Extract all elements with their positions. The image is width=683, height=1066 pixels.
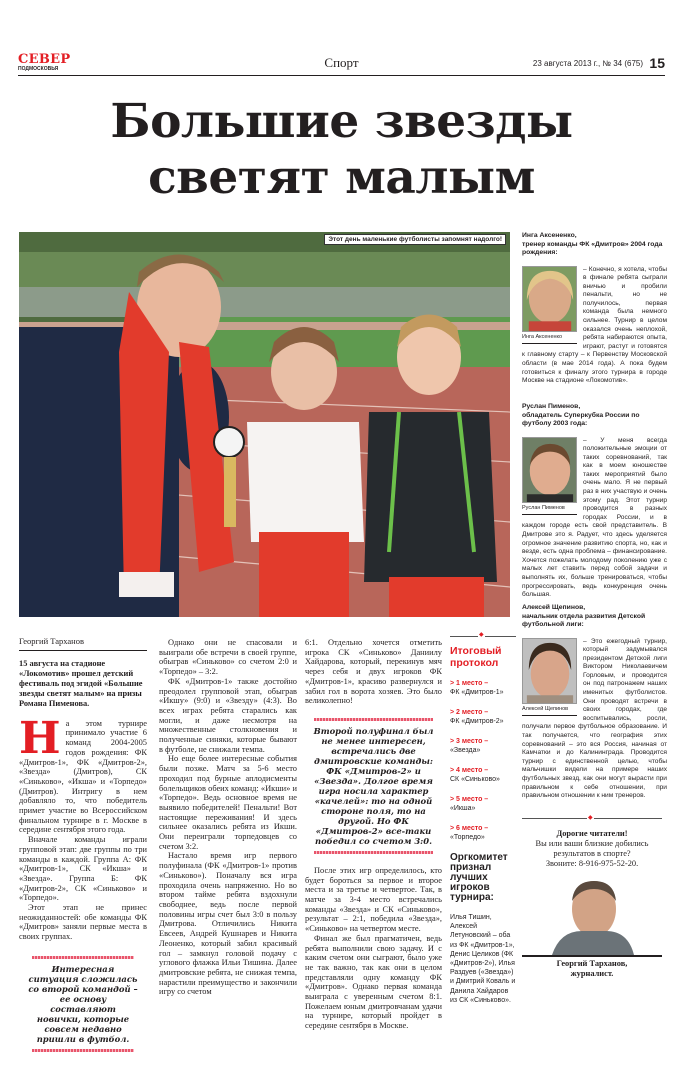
paragraph: Этот этап не принес неожиданностей: обе команды ФК «Дмитров» заняли первые места в своих группах. <box>19 903 147 942</box>
photo-caption: Алексей Щепинов <box>522 706 577 716</box>
speaker-photo <box>522 266 577 332</box>
paragraph: Настало время игр первого полуфинала (ФК «Дмитров-1» против «Синьково»). Поначалу вся игра проходила очень напряженно. Но во втором тайме ребята вздохнули свободнее, ведь после первой половины игры счет был 3:0 в пользу Дмитрова. Отличились Никита Евсеев, Андрей Кушнарев и Никита Леоненко, который забил красивый гол – замкнул головой подачу с углового флажка Ильи Тишина. Далее дмитровские ребята, не снижая темпа, нарастили преимущество и закончили игру со счетом <box>159 851 297 997</box>
issue-date: 23 августа 2013 г., № 34 (675) <box>532 59 643 68</box>
portrait-illustration <box>523 267 576 331</box>
speaker-photo-block <box>522 266 577 344</box>
place-item <box>450 679 516 697</box>
divider <box>450 636 516 637</box>
contact-phone: Звоните: 8-916-975-52-20. <box>545 859 639 868</box>
place-rank: > 4 место – <box>450 767 489 774</box>
place-rank: > 2 место – <box>450 709 489 716</box>
paragraph: Но еще более интересные события были позже. Матч за 5-6 место проходил под бурные аплодисменты болельщиков обеих команд: «Икши» и «Торпедо». Ведь основное время не выявило победителей! Пенальти! Вот настоящие переживания! И здесь сильнее оказались ребята из Икши. Они переиграли торпедовцев со счетом 3:2. <box>159 754 297 851</box>
best-players-title: Оргкомитет признал лучших игроков турнира: <box>450 852 508 903</box>
protocol-title: Итоговый протокол <box>450 645 502 669</box>
speaker-photo <box>522 638 577 704</box>
place-team: ФК «Дмитров-2» <box>450 718 504 725</box>
article-lead: 15 августа на стадионе «Локомотив» прошел детский фестиваль под эгидой «Большие звезды светят малым» на призы Романа Пименова. <box>19 658 143 708</box>
quote-text: – У меня всегда положительные эмоции от таких соревнований, так как в моем юношестве таких мероприятий было очень мало. Я не первый раз в них участвую и очень этому рад. Этот турнир проводится в разных городах России, и в каждом городе есть свой представитель. В Дмитрове это я. Радует, что здесь уделяется огромное значение развитию спорта, но, как и везде, есть одна проблема – финансирование. Хочется пожелать молодому поколению уже с малых лет ставить перед собой задачи и выполнять их, больше тренироваться, чтобы прогрессировать, ведь конкуренция очень большая. <box>522 436 667 599</box>
photo-caption: Инга Аксененко <box>522 334 577 344</box>
speaker-title: обладатель Суперкубка России по футболу 2003 года: <box>522 411 640 427</box>
headline-line-1: Большие звезды <box>110 94 573 149</box>
paragraph: ФК «Дмитров-1» также достойно преодолел групповой этап, обыграв «Икшу» (9:0) и «Звезду» (4:3). Во всех играх ребята старались как могли, и даже несмотря на множественные столкновения и полученные синяки, которые бывают в футболе, не снижали темпа. <box>159 676 297 754</box>
article-author: Георгий Тарханов <box>19 637 147 651</box>
sidebar-quote <box>522 403 667 600</box>
divider <box>522 955 662 957</box>
pull-quote: Второй полуфинал был не менее интересен, встречались две дмитровские команды: ФК «Дмитров-2» и «Звезда». Долгое время игра носила характер «качелей»: то на одной стороне поля, то на другой. Но ФК «Дмитров-2» все-таки победил со счетом 3:0. <box>309 718 438 854</box>
place-rank: > 3 место – <box>450 738 489 745</box>
journalist-name <box>522 959 662 979</box>
photo-illustration <box>19 232 510 617</box>
reader-contact-box <box>522 818 662 979</box>
place-item <box>450 708 516 726</box>
masthead <box>18 54 665 76</box>
place-item <box>450 737 516 755</box>
speaker-name: Руслан Пименов, <box>522 403 581 410</box>
paragraph: После этих игр определилось, кто будет бороться за первое и второе места и за третье и четвертое. Так, в матче за 3-4 место встречались команды «Звезда» и СК «Синьково», результат – 2:1, победила «Звезда», «Синьково» на четвертом месте. <box>305 865 442 934</box>
place-item <box>450 766 516 784</box>
place-team: «Звезда» <box>450 747 481 754</box>
portrait-illustration <box>523 438 576 502</box>
contact-heading: Дорогие читатели! <box>556 829 628 838</box>
pull-quote: Интересная ситуация сложилась со второй командой – ее основу составляют новички, которые совсем недавно пришли в футбол. <box>27 956 139 1052</box>
quote-speaker <box>522 232 667 258</box>
place-item <box>450 795 516 813</box>
paragraph: Однако они не спасовали и выиграли обе встречи в своей группе, обыграв «Синьково» со счетом 2:0 и «Торпедо» – 3:2. <box>159 638 297 677</box>
place-team: СК «Синьково» <box>450 776 500 783</box>
journalist-fullname: Георгий Тарханов, <box>556 958 628 968</box>
place-rank: > 5 место – <box>450 796 489 803</box>
journalist-role: журналист. <box>570 968 614 978</box>
speaker-photo <box>522 437 577 503</box>
article-headline <box>0 94 683 206</box>
place-team: «Икша» <box>450 805 476 812</box>
paragraph: Вначале команды играли групповой этап: две группы по три команды в каждой. Группа А: ФК «Дмитров-1», СК «Икша» и «Звезда». Группа Б: ФК «Дмитров-2», СК «Синьково» и «Торпедо». <box>19 835 147 903</box>
photo-caption: Этот день маленькие футболисты запомнят надолго! <box>324 234 506 245</box>
divider <box>522 818 662 819</box>
article-column-1 <box>19 637 147 1066</box>
speaker-title: тренер команды ФК «Дмитров» 2004 года рождения: <box>522 240 663 256</box>
photo-caption: Руслан Пименов <box>522 505 577 515</box>
logo-main: СЕВЕР <box>18 52 71 67</box>
headline-line-2: светят малым <box>148 150 535 205</box>
speaker-photo-block <box>522 437 577 515</box>
main-photo <box>19 232 510 617</box>
sidebar-quote <box>522 604 667 801</box>
paragraph: Финал же был прагматичен, ведь ребята выполнили свою задачу. И с каким счетом они сыграют, было уже не так важно, так как они в целом представляли одну команду ФК «Дмитров». Однако первая команда выиграла с уверенным счетом 8:1. Пожелаем юным дмитровчанам удачи на турнире, который пройдет в середине сентября в Москве. <box>305 933 442 1031</box>
speaker-title: начальник отдела развития Детской футбольной лиги: <box>522 612 646 628</box>
paragraph: 6:1. Отдельно хочется отметить игрока СК «Синьково» Даниилу Хайдарова, который, перекинув мяч через себя и двух игроков ФК «Дмитров-1», красиво развернулся и забил гол в ворота хозяев. Это было великолепно! <box>305 638 442 706</box>
quote-text: – Это ежегодный турнир, который задумывался президентом Детской лиги Виктором Николаевичем Горловым, и проводится он под патронажем наших именитых футболистов. Они проводят встречи в своих городах, где воспитывались, росли, получали первое футбольное образование. И так получается, что география этих соревнований – это вся Россия, начиная от Камчатки и до Калининграда. Проводится турнир с единственной целью, чтобы мальчишки видели на примере наших футбольных звезд, как они могут вырасти при правильном к себе отношении, при правильном отношении к ним тренеров. <box>522 637 667 800</box>
contact-question: Вы или ваши близкие добились результатов в спорте? <box>535 839 649 858</box>
place-team: «Торпедо» <box>450 834 485 841</box>
article-column-3 <box>305 638 442 1031</box>
journalist-photo <box>542 877 642 955</box>
portrait-illustration <box>523 639 576 703</box>
drop-cap: Н <box>19 712 61 764</box>
quote-speaker <box>522 403 667 429</box>
section-name: Спорт <box>324 55 359 70</box>
quote-speaker <box>522 604 667 630</box>
article-column-2 <box>159 638 297 997</box>
place-team: ФК «Дмитров-1» <box>450 689 504 696</box>
paragraph: а этом турнире принимало участие 6 команд 2004-2005 годов рождения: ФК «Дмитров-1», ФК «Дмитров-2», «Звезда» (Дмитров), СК «Синьково», «Икша» и «Торпедо» (Дмитров). Интригу в нем добавляло то, что победитель примет участие во Всероссийском финальном турнире в г. Москве в середине сентября этого года. <box>19 718 147 835</box>
best-players-text: Илья Тишин, Алексей Летуновский – оба из ФК «Дмитров-1», Денис Целиков (ФК «Дмитров-2»), Илья Раздуев («Звезда») и Дмитрий Коваль и Данила Хайдаров из СК «Синьково». <box>450 914 516 1004</box>
quote-text: – Конечно, я хотела, чтобы в финале ребята сыграли вничью и пробили пенальти, но не получилось, первая команда была немного сильнее. Турнир в целом оказался очень неплохой, ребята набираются опыта, играют, растут и готовятся к главному старту – к Первенству Московской области (в мае 2014 года). А пока будем готовиться к финалу этого турнира в городе Москве на стадионе «Локомотив». <box>522 265 667 385</box>
sidebar-quote <box>522 232 667 386</box>
speaker-name: Алексей Щепинов, <box>522 604 586 611</box>
logo-sub: ПОДМОСКОВЬЯ <box>18 66 59 72</box>
speaker-photo-block <box>522 638 577 716</box>
results-protocol <box>450 636 516 1005</box>
place-rank: > 6 место – <box>450 825 489 832</box>
page-number: 15 <box>649 55 665 71</box>
speaker-name: Инга Аксененко, <box>522 232 577 239</box>
place-rank: > 1 место – <box>450 680 489 687</box>
portrait-illustration <box>542 877 642 955</box>
place-item <box>450 824 516 842</box>
